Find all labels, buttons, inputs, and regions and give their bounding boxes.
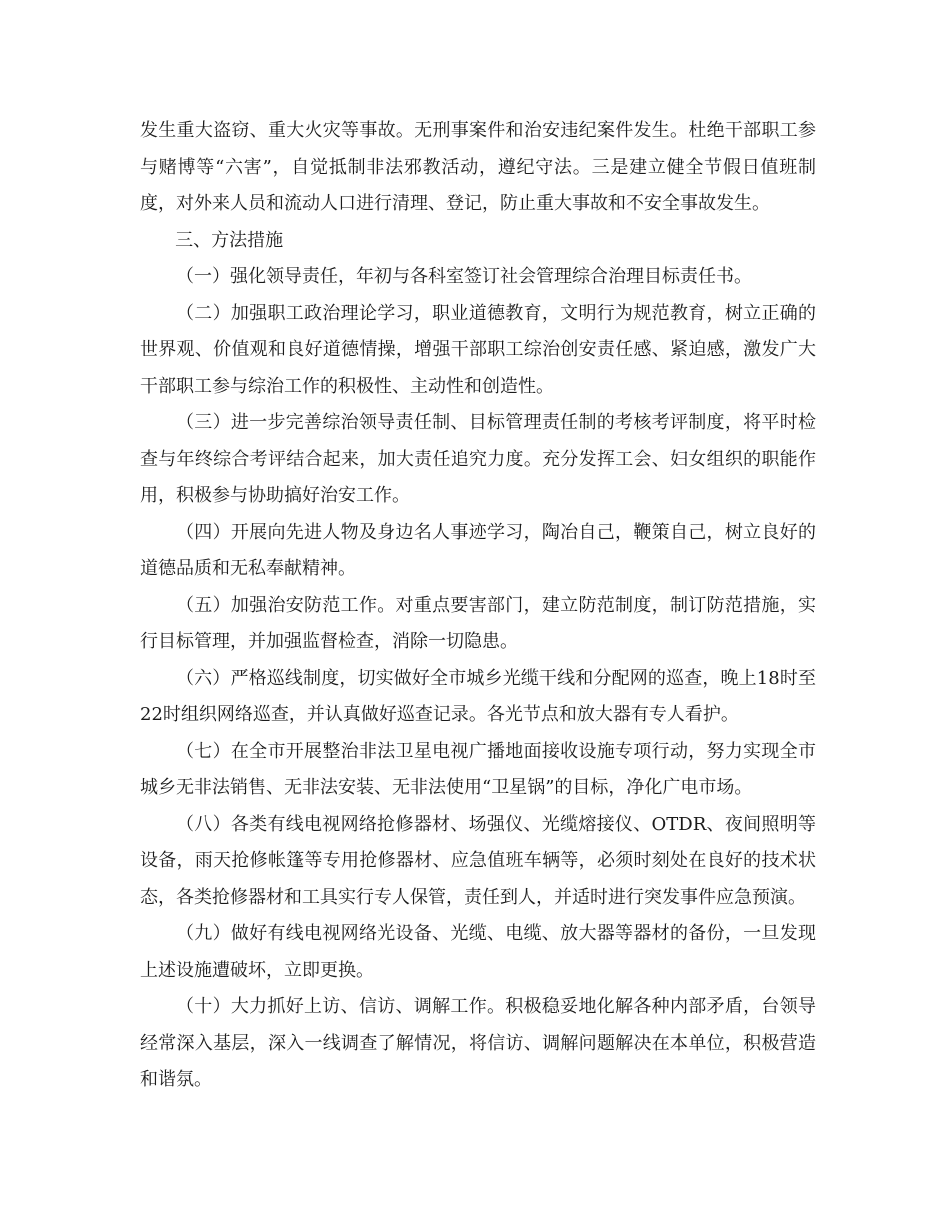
document-body (140, 113, 816, 1099)
paragraph-item-2: （二）加强职工政治理论学习，职业道德教育，文明行为规范教育，树立正确的世界观、价值观和良好道德情操，增强干部职工综治创安责任感、紧迫感，激发广大干部职工参与综治工作的积极性、主动性和创造性。 (140, 302, 816, 397)
section-heading-methods: 三、方法措施 (175, 229, 284, 251)
paragraph-item-10: （十）大力抓好上访、信访、调解工作。积极稳妥地化解各种内部矛盾，台领导经常深入基层，深入一线调查了解情况，将信访、调解问题解决在本单位，积极营造和谐氛。 (140, 996, 816, 1090)
paragraph-item-9: （九）做好有线电视网络光设备、光缆、电缆、放大器等器材的备份，一旦发现上述设施遭破坏，立即更换。 (140, 923, 816, 981)
paragraph-item-6: （六）严格巡线制度，切实做好全市城乡光缆干线和分配网的巡查，晚上18时至22时组织网络巡查，并认真做好巡查记录。各光节点和放大器有专人看护。 (140, 667, 816, 725)
paragraph-item-1: （一）强化领导责任，年初与各科室签订社会管理综合治理目标责任书。 (176, 266, 752, 287)
paragraph-item-3: （三）进一步完善综治领导责任制、目标管理责任制的考核考评制度，将平时检查与年终综合考评结合起来，加大责任追究力度。充分发挥工会、妇女组织的职能作用，积极参与协助搞好治安工作。 (140, 412, 816, 506)
paragraph-item-5: （五）加强治安防范工作。对重点要害部门，建立防范制度，制订防范措施，实行目标管理，并加强监督检查，消除一切隐患。 (140, 594, 816, 652)
paragraph-continuation: 发生重大盗窃、重大火灾等事故。无刑事案件和治安违纪案件发生。杜绝干部职工参与赌博等“六害”，自觉抵制非法邪教活动，遵纪守法。三是建立健全节假日值班制度，对外来人员和流动人口进行清理、登记，防止重大事故和不安全事故发生。 (140, 120, 816, 214)
paragraph-item-7: （七）在全市开展整治非法卫星电视广播地面接收设施专项行动，努力实现全市城乡无非法销售、无非法安装、无非法使用“卫星锅”的目标，净化广电市场。 (140, 740, 816, 798)
paragraph-item-4: （四）开展向先进人物及身边名人事迹学习，陶冶自己，鞭策自己，树立良好的道德品质和无私奉献精神。 (140, 521, 816, 579)
paragraph-item-8: （八）各类有线电视网络抢修器材、场强仪、光缆熔接仪、OTDR、夜间照明等设备，雨天抢修帐篷等专用抢修器材、应急值班车辆等，必须时刻处在良好的技术状态，各类抢修器材和工具实行专人保管，责任到人，并适时进行突发事件应急预演。 (140, 813, 816, 908)
